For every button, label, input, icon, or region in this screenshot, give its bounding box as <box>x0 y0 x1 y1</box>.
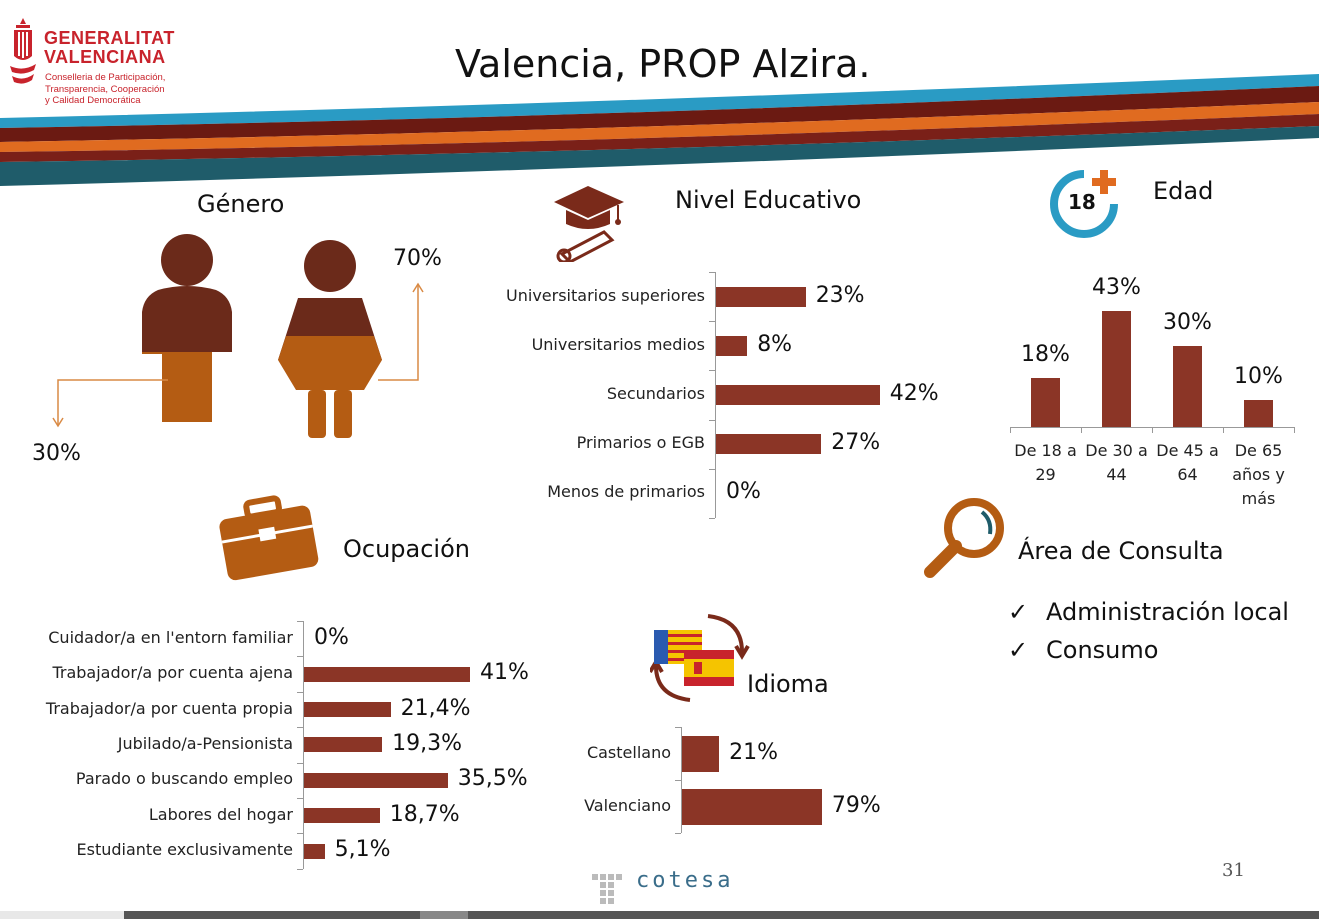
edad-category-label: De 65 años y más <box>1232 441 1285 508</box>
page-number: 31 <box>1222 860 1245 881</box>
nivel_educativo-tick <box>709 321 715 322</box>
footer-brand: cotesa <box>636 868 734 893</box>
edad-tick <box>1081 427 1082 433</box>
nivel_educativo-tick <box>709 420 715 421</box>
ocupacion-bar <box>304 844 325 859</box>
idioma-category-label: Valenciano <box>584 795 671 815</box>
ocupacion-tick <box>297 692 303 693</box>
logo-sub-line2: Transparencia, Cooperación <box>45 84 165 95</box>
ocupacion-bar <box>304 773 448 788</box>
area-check-1: ✓ <box>1008 598 1029 626</box>
ocupacion-tick <box>297 763 303 764</box>
ocupacion-category-label: Trabajador/a por cuenta propia <box>45 698 293 718</box>
nivel_educativo-category-label: Universitarios superiores <box>506 285 705 305</box>
edad-tick <box>1294 427 1295 433</box>
idioma-tick <box>675 727 681 728</box>
nivel_educativo-bar <box>716 287 806 307</box>
logo-sub-line3: y Calidad Democrática <box>45 95 141 106</box>
bottom-scrollbar[interactable] <box>0 911 1319 919</box>
scrollbar-track-dark <box>124 911 1319 919</box>
nivel_educativo-category-label: Secundarios <box>606 384 705 403</box>
edad-category-label: De 18 a 29 <box>1014 441 1077 484</box>
idioma-tick <box>675 780 681 781</box>
ocupacion-tick <box>297 869 303 870</box>
nivel_educativo-value-label: 42% <box>889 381 939 406</box>
area-check-2: ✓ <box>1008 636 1029 664</box>
nivel_educativo-tick <box>709 272 715 273</box>
nivel_educativo-tick <box>709 518 715 519</box>
ocupacion-chart <box>10 615 570 875</box>
nivel_educativo-value-label: 0% <box>726 479 761 505</box>
genero-arrows <box>50 280 430 430</box>
ocupacion-value-label: 21,4% <box>400 695 471 721</box>
edad-tick <box>1152 427 1153 433</box>
ocupacion-category-label: Estudiante exclusivamente <box>76 840 293 860</box>
edad-value-label: 30% <box>1163 310 1212 335</box>
edad-value-label: 18% <box>1021 342 1070 368</box>
female-pct: 70% <box>393 246 442 271</box>
logo-name-line1: GENERALITAT <box>44 28 175 48</box>
briefcase-icon <box>216 494 320 582</box>
nivel-educativo-heading: Nivel Educativo <box>675 186 862 214</box>
nivel-educativo-chart <box>470 270 950 520</box>
magnifier-icon <box>922 494 1008 580</box>
edad-tick <box>1010 427 1011 433</box>
ocupacion-value-label: 18,7% <box>389 801 460 827</box>
idioma-heading: Idioma <box>747 670 829 698</box>
ocupacion-category-label: Trabajador/a por cuenta ajena <box>52 663 293 683</box>
age-badge: 18 <box>1068 190 1096 214</box>
male-pct: 30% <box>32 441 81 466</box>
area-item-2: Consumo <box>1046 636 1159 664</box>
edad-bar <box>1031 378 1060 427</box>
ocupacion-value-label: 5,1% <box>334 837 391 863</box>
edad-bar <box>1102 311 1131 427</box>
ocupacion-category-label: Jubilado/a-Pensionista <box>117 733 293 753</box>
nivel_educativo-bar <box>716 385 880 405</box>
flags-exchange-icon <box>650 612 750 704</box>
ocupacion-value-label: 19,3% <box>392 730 463 756</box>
idioma-chart <box>540 725 920 835</box>
edad-category-label: De 30 a 44 <box>1085 441 1148 484</box>
idioma-value-label: 79% <box>831 792 881 818</box>
genero-heading: Género <box>197 190 285 218</box>
ocupacion-tick <box>297 621 303 622</box>
ocupacion-category-label: Cuidador/a en l'entorn familiar <box>48 627 293 647</box>
ocupacion-bar <box>304 667 470 682</box>
ocupacion-value-label: 0% <box>314 624 349 650</box>
nivel_educativo-category-label: Menos de primarios <box>547 482 705 502</box>
page-title: Valencia, PROP Alzira. <box>455 42 871 86</box>
edad-bar <box>1244 400 1273 427</box>
edad-value-label: 10% <box>1234 364 1283 389</box>
edad-value-label: 43% <box>1092 274 1141 300</box>
area-item-1: Administración local <box>1046 598 1289 626</box>
ocupacion-tick <box>297 727 303 728</box>
idioma-bar <box>682 736 719 772</box>
ocupacion-category-label: Labores del hogar <box>148 804 293 824</box>
cotesa-logo-icon <box>592 870 622 904</box>
nivel_educativo-tick <box>709 370 715 371</box>
ocupacion-tick <box>297 656 303 657</box>
nivel_educativo-value-label: 8% <box>757 331 793 357</box>
nivel_educativo-bar <box>716 434 821 454</box>
logo-sub-line1: Conselleria de Participación, <box>45 72 166 83</box>
nivel_educativo-value-label: 23% <box>815 282 865 308</box>
ocupacion-heading: Ocupación <box>343 535 470 563</box>
logo-name-line2: VALENCIANA <box>44 47 166 67</box>
edad-bar <box>1173 346 1202 427</box>
scrollbar-thumb[interactable] <box>420 911 468 919</box>
idioma-category-label: Castellano <box>586 742 671 762</box>
nivel_educativo-category-label: Universitarios medios <box>531 334 705 354</box>
ocupacion-value-label: 35,5% <box>457 766 528 792</box>
idioma-value-label: 21% <box>729 739 779 765</box>
ocupacion-category-label: Parado o buscando empleo <box>75 769 293 789</box>
edad-category-label: De 45 a 64 <box>1156 441 1219 484</box>
nivel_educativo-bar <box>716 336 747 356</box>
graduation-cap-icon <box>548 180 628 262</box>
ocupacion-bar <box>304 702 391 717</box>
ocupacion-value-label: 41% <box>480 660 529 686</box>
idioma-bar <box>682 789 822 825</box>
ocupacion-bar <box>304 808 380 823</box>
ocupacion-tick <box>297 833 303 834</box>
edad-chart <box>1010 270 1310 520</box>
ocupacion-bar <box>304 737 382 752</box>
area-consulta-heading: Área de Consulta <box>1018 537 1224 565</box>
ocupacion-tick <box>297 798 303 799</box>
nivel_educativo-value-label: 27% <box>831 430 881 456</box>
nivel_educativo-category-label: Primarios o EGB <box>576 433 705 453</box>
idioma-tick <box>675 833 681 834</box>
edad-tick <box>1223 427 1224 433</box>
edad-heading: Edad <box>1153 177 1214 205</box>
nivel_educativo-tick <box>709 469 715 470</box>
